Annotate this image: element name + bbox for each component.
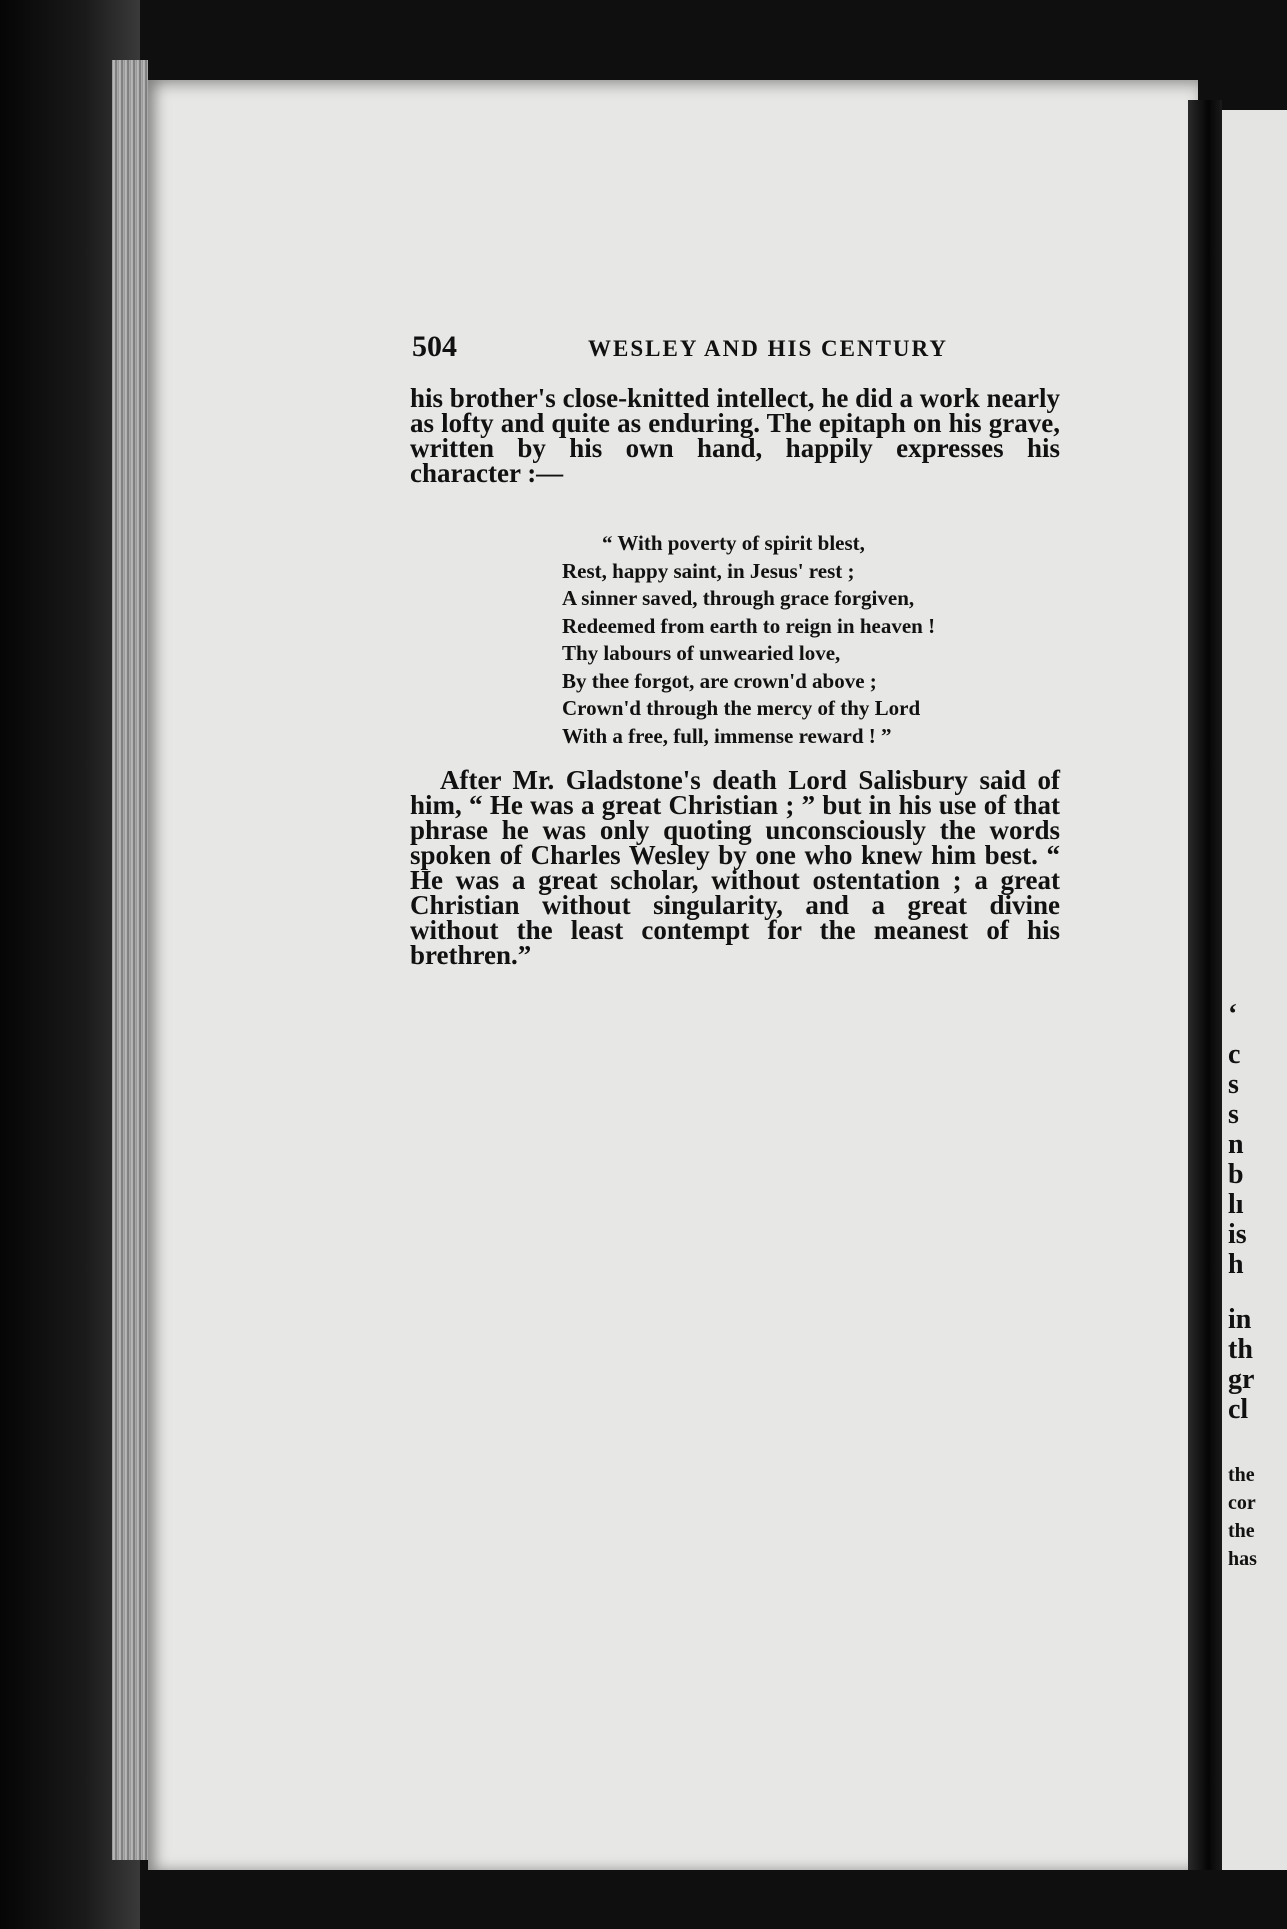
next-page-fragment: n <box>1228 1129 1244 1160</box>
next-page-edge <box>1222 110 1287 1870</box>
page-edges <box>112 60 148 1860</box>
next-page-fragment: gr <box>1228 1364 1255 1395</box>
epitaph-line: “ With poverty of spirit blest, <box>602 531 865 555</box>
page-number: 504 <box>412 330 457 363</box>
next-page-fragment: the <box>1228 1520 1255 1542</box>
closing-paragraph: After Mr. Gladstone's death Lord Salisbury said of him, “ He was a great Christian ; ” but in his use of that phrase he was only quoting unconsciously the words spoken of Charles Wesley by one who knew him best. “ He was a great scholar, without ostentation ; a great Christian without singularity, and a great divine without the least contempt for the meanest of his brethren.” <box>410 765 1060 970</box>
epitaph-poem <box>560 530 1040 750</box>
next-page-fragment: has <box>1228 1548 1257 1570</box>
next-page-fragment: in <box>1228 1304 1252 1335</box>
running-head-title: WESLEY AND HIS CENTURY <box>588 336 948 361</box>
epitaph-line: Thy labours of unwearied love, <box>562 641 841 665</box>
next-page-fragment: b <box>1228 1159 1244 1190</box>
next-page-fragment: s <box>1228 1099 1239 1130</box>
epitaph-line: With a free, full, immense reward ! ” <box>562 723 892 748</box>
intro-paragraph: his brother's close-knitted intellect, he did a work nearly as lofty and quite as enduring. The epitaph on his grave, written by his own hand, happily expresses his character :— <box>410 383 1060 488</box>
epitaph-line: Redeemed from earth to reign in heaven ! <box>562 613 936 638</box>
next-page-fragment: s <box>1228 1069 1239 1100</box>
running-head <box>148 330 1198 370</box>
book-gutter <box>1188 100 1222 1870</box>
next-page-fragment: th <box>1228 1334 1253 1365</box>
next-page-fragment: h <box>1228 1249 1244 1280</box>
next-page-fragment: c <box>1228 1039 1241 1070</box>
epitaph-line: Crown'd through the mercy of thy Lord <box>562 696 921 720</box>
next-page-fragment: cor <box>1228 1492 1256 1514</box>
epitaph-line: A sinner saved, through grace forgiven, <box>562 586 915 610</box>
epitaph-line: Rest, happy saint, in Jesus' rest ; <box>562 558 855 583</box>
next-page-fragment: the <box>1228 1464 1255 1486</box>
book-page <box>148 80 1198 1870</box>
next-page-fragment: is <box>1228 1219 1247 1250</box>
next-page-fragment: ‘ <box>1228 999 1238 1030</box>
epitaph-line: By thee forgot, are crown'd above ; <box>562 668 877 693</box>
next-page-fragment: lı <box>1228 1189 1244 1220</box>
next-page-fragment: cl <box>1228 1394 1249 1425</box>
